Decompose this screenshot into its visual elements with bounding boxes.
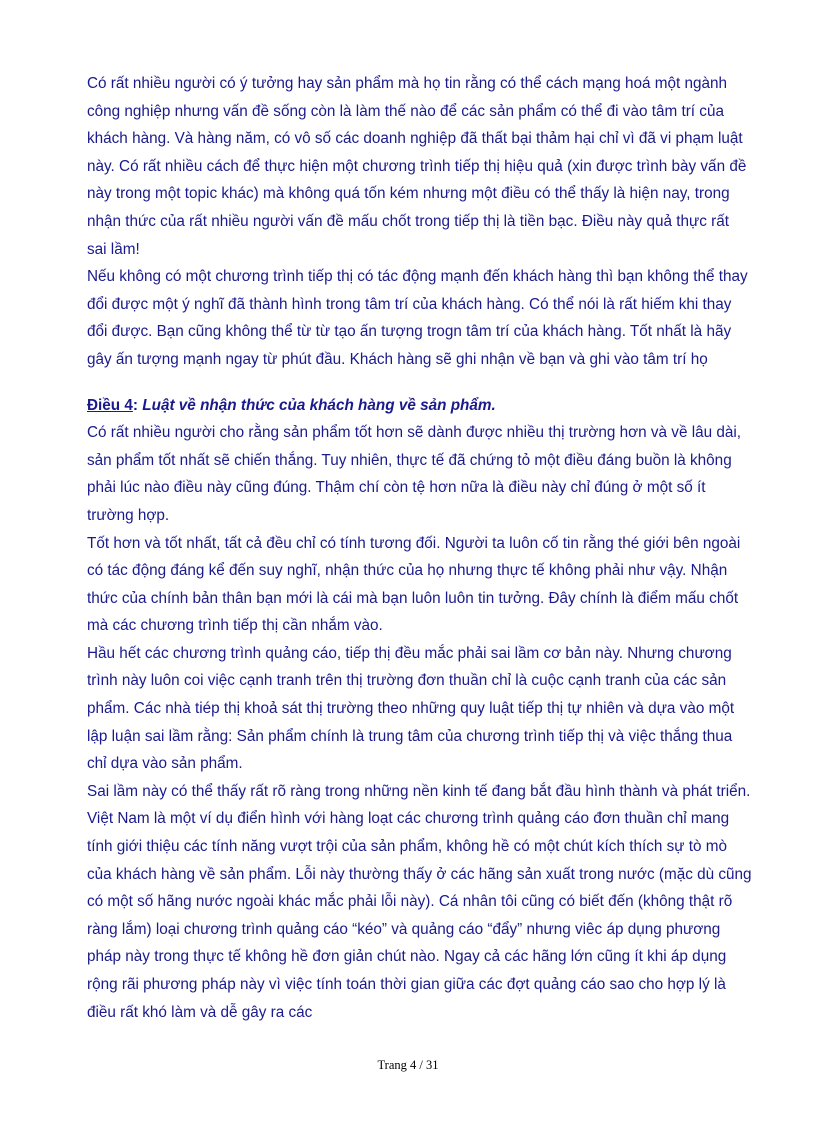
- page-content: [87, 70, 752, 1026]
- section-paragraph-3: Hầu hết các chương trình quảng cáo, tiếp thị đều mắc phải sai lầm cơ bản này. Nhưng chương trình này luôn coi việc cạnh tranh trên thị trường đơn thuần chỉ là cuộc cạnh tranh của các sản phẩm. Các nhà tiép thị khoả sát thị trường theo những quy luật tiếp thị tự nhiên và dựa vào một lập luận sai lầm rằng: Sản phẩm chính là trung tâm của chương trình tiếp thị và việc thắng thua chỉ dựa vào sản phẩm.: [87, 644, 735, 773]
- section-heading-separator: :: [132, 396, 143, 414]
- section-heading-number: Điều 4: [87, 396, 133, 414]
- section-paragraph-1: Có rất nhiều người cho rằng sản phẩm tốt hơn sẽ dành được nhiều thị trường hơn và về lâu dài, sản phẩm tốt nhất sẽ chiến thắng. Tuy nhiên, thực tế đã chứng tỏ một điều đáng buồn là không phải lúc nào điều này cũng đúng. Thậm chí còn tệ hơn nữa là điều này chỉ đúng ở một số ít trường hợp.: [87, 424, 742, 524]
- intro-paragraph-2: Nếu không có một chương trình tiếp thị có tác động mạnh đến khách hàng thì bạn không thể thay đổi được một ý nghĩ đã thành hình trong tâm trí của khách hàng. Có thể nói là rất hiếm khi thay đổi được. Bạn cũng không thể từ từ tạo ấn tượng trogn tâm trí của khách hàng. Tốt nhất là hãy gây ấn tượng mạnh ngay từ phút đầu. Khách hàng sẽ ghi nhận về bạn và ghi vào tâm trí họ: [87, 268, 748, 368]
- section-heading-title: Luật về nhận thức của khách hàng về sản phẩm.: [142, 396, 496, 414]
- section-paragraph-2: Tốt hơn và tốt nhất, tất cả đều chỉ có tính tương đối. Người ta luôn cố tin rằng thé giới bên ngoài có tác động đáng kể đến suy nghĩ, nhận thức của họ nhưng thực tế không phải như vậy. Nhận thức của chính bản thân bạn mới là cái mà bạn luôn luôn tin tưởng. Đây chính là điểm mấu chốt mà các chương trình tiếp thị cần nhắm vào.: [87, 534, 741, 635]
- section-paragraph-4: Sai lầm này có thể thấy rất rõ ràng trong những nền kinh tế đang bắt đầu hình thành và phát triển. Việt Nam là một ví dụ điển hình với hàng loạt các chương trình quảng cáo đơn thuần chỉ mang tính giới thiệu các tính năng vượt trội của sản phẩm, không hề có một chút kích thích sự tò mò của khách hàng về sản phẩm. Lỗi này thường thấy ở các hãng sản xuất trong nước (mặc dù cũng có một số hãng nước ngoài khác mắc phải lỗi này). Cá nhân tôi cũng có biết đến (không thật rõ ràng lắm) loại chương trình quảng cáo “kéo” và quảng cáo “đẩy” nhưng viêc áp dụng phương pháp này trong thực tế không hề đơn giản chút nào. Ngay cả các hãng lớn cũng ít khi áp dụng rộng rãi phương pháp này vì việc tính toán thời gian giữa các đợt quảng cáo sao cho hợp lý là điều rất khó làm và dễ gây ra các: [87, 782, 752, 1021]
- page-number-footer: Trang 4 / 31: [377, 1058, 439, 1072]
- section-heading: [87, 392, 752, 420]
- intro-paragraph-1: Có rất nhiều người có ý tưởng hay sản phẩm mà họ tin rằng có thể cách mạng hoá một ngành công nghiệp nhưng vấn đề sống còn là làm thế nào để các sản phẩm có thể đi vào tâm trí của khách hàng. Và hàng năm, có vô số các doanh nghiệp đã thất bại thảm hại chỉ vì đã vi phạm luật này. Có rất nhiều cách để thực hiện một chương trình tiếp thị hiệu quả (xin được trình bày vấn đề này trong một topic khác) mà không quá tốn kém nhưng một điều có thể thấy là hiện nay, trong nhận thức của rất nhiều người vấn đề mấu chốt trong tiếp thị là tiền bạc. Điều này quả thực rất sai lầm!: [87, 75, 747, 258]
